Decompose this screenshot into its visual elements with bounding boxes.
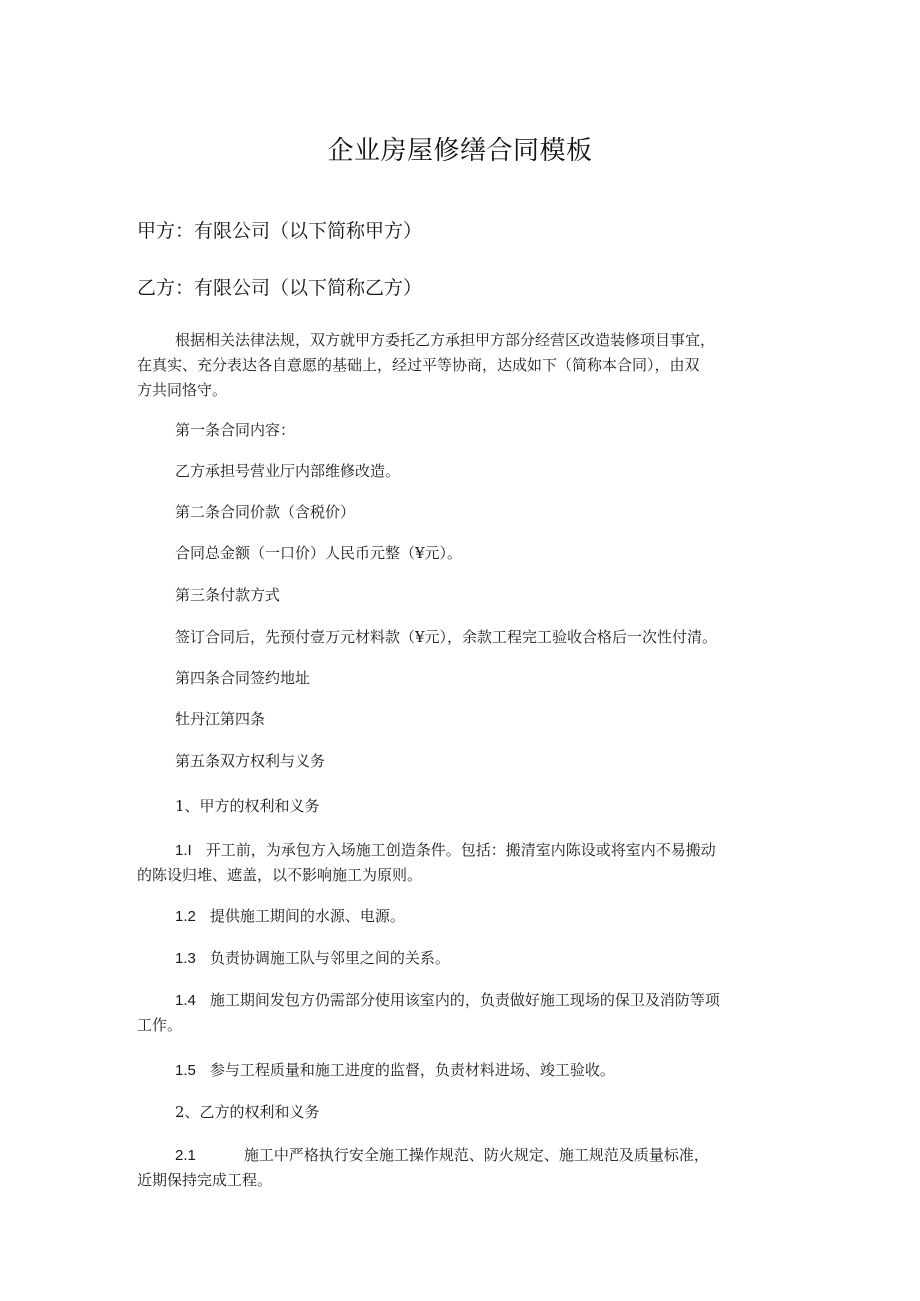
clause-1-4-line-2: 工作。 [137,1016,183,1034]
party-a-duties-title: 1、甲方的权利和义务 [175,797,320,815]
clause-1-4-line-1 [175,987,720,1014]
article-2-heading: 第二条合同价款（含税价） [175,503,356,521]
clause-number: 2.1 [175,1147,196,1164]
article-1-text: 乙方承担号营业厅内部维修改造。 [175,462,401,480]
article-3-heading: 第三条付款方式 [175,586,281,604]
clause-1-1-line-1 [175,837,716,864]
clause-number: 1.5 [175,1062,196,1079]
intro-line-2: 在真实、充分表达各自意愿的基础上，经过平等协商，达成如下（简称本合同），由双 [137,356,700,374]
party-a: 甲方：有限公司（以下简称甲方） [137,220,423,242]
clause-1-1-line-2: 的陈设归堆、遮盖，以不影响施工为原则。 [137,866,423,884]
article-4-text: 牡丹江第四条 [175,710,266,728]
clause-number: 1.4 [175,992,196,1009]
clause-text: 施工期间发包方仍需部分使用该室内的，负责做好施工现场的保卫及消防等项 [209,991,720,1009]
clause-number: 1.3 [175,950,196,967]
article-2-text: 合同总金额（一口价）人民币元整（¥元）。 [175,544,463,562]
clause-number: 1.I [175,842,192,859]
clause-1-5 [175,1057,615,1084]
article-5-heading: 第五条双方权利与义务 [175,752,326,770]
clause-text: 负责协调施工队与邻里之间的关系。 [209,949,450,967]
clause-text: 提供施工期间的水源、电源。 [209,907,405,925]
clause-text: 施工中严格执行安全施工操作规范、防火规定、施工规范及质量标准， [243,1146,709,1164]
clause-number: 1.2 [175,908,196,925]
clause-1-3 [175,945,450,972]
party-b-duties-title: 2、乙方的权利和义务 [175,1103,320,1121]
article-3-text: 签订合同后，先预付壹万元材料款（¥元），余款工程完工验收合格后一次性付清。 [175,628,718,646]
clause-1-2 [175,903,405,930]
clause-2-1-line-2: 近期保持完成工程。 [137,1171,273,1189]
intro-line-3: 方共同恪守。 [137,381,228,399]
clause-2-1-line-1 [175,1142,709,1169]
clause-text: 参与工程质量和施工进度的监督，负责材料进场、竣工验收。 [209,1061,615,1079]
party-b: 乙方：有限公司（以下简称乙方） [137,277,423,299]
article-4-heading: 第四条合同签约地址 [175,669,311,687]
article-1-heading: 第一条合同内容： [175,421,296,439]
intro-line-1: 根据相关法律法规，双方就甲方委托乙方承担甲方部分经营区改造装修项目事宜， [175,331,716,349]
clause-text: 开工前，为承包方入场施工创造条件。包括：搬清室内陈设或将室内不易搬动 [205,841,716,859]
document-title: 企业房屋修缮合同模板 [327,136,593,166]
